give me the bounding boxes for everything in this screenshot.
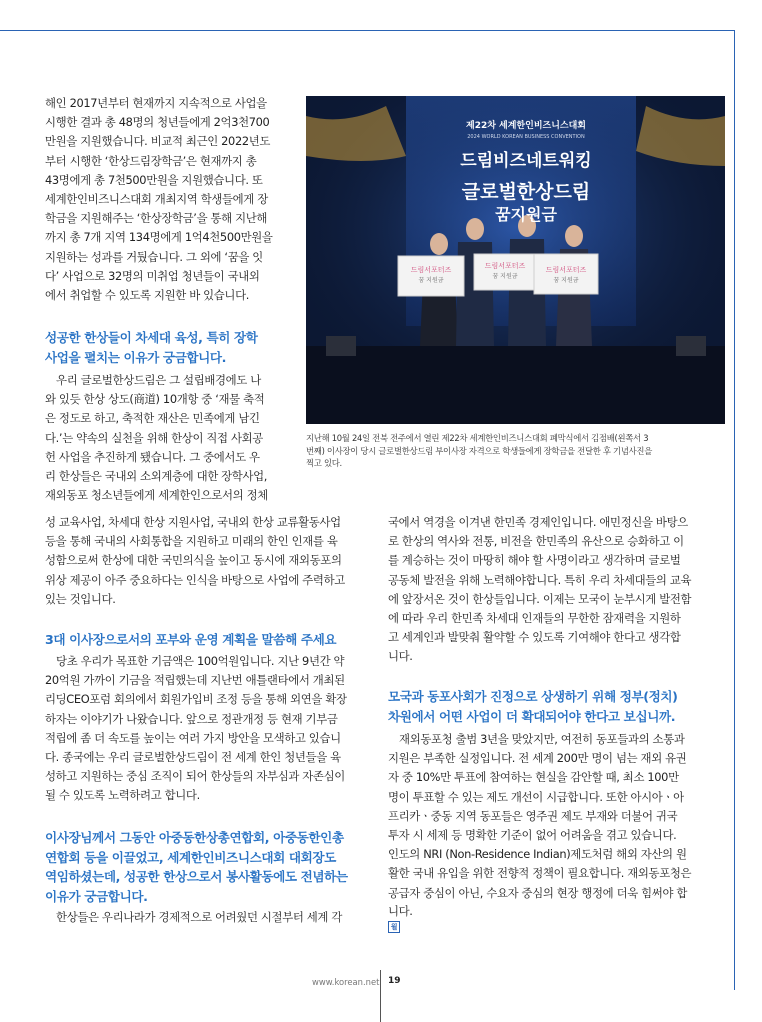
photo-caption [306,432,726,470]
text-line: 있는 것입니다. [45,591,116,606]
text-line: 국에서 역경을 이겨낸 한민족 경제인입니다. 애민정신을 바탕으 [388,515,688,529]
text-line: 재외동포청 출범 3년을 맞았지만, 여전히 동포들과의 소통과 [388,732,685,746]
text-line: 해인 2017년부터 현재까지 지속적으로 사업을 [45,96,267,110]
text-line: 한상들은 우리나라가 경제적으로 어려웠던 시절부터 세계 각 [45,910,343,924]
board-sub: 꿈 지원금 [418,277,444,284]
text-line: 성 교육사업, 차세대 한상 지원사업, 국내외 한상 교류활동사업 [45,515,341,529]
banner-title-1: 드림비즈네트워킹 [460,151,592,171]
text-line: 학금을 지원해주는 ‘한상장학금’을 통해 지난해 [45,211,268,226]
text-line: 지난해 10월 24일 전북 전주에서 열린 제22차 세계한인비즈니스대회 폐막식에서 김점배(왼쪽서 3 [306,433,649,443]
text-line: 에 앞장서온 것이 한상들입니다. 이제는 모국이 눈부시게 발전함 [388,591,692,606]
text-line: 차원에서 어떤 사업이 더 확대되어야 한다고 보십니까. [388,708,676,724]
banner-title-2: 글로벌한상드림 [461,181,591,203]
text-line: 공동체 발전을 위해 노력해야합니다. 특히 우리 차세대들의 교육 [388,572,692,587]
text-line: 다’ 사업으로 32명의 미취업 청년들이 국내외 [45,268,260,283]
text-line: 성함으로써 한상에 대한 국민의식을 높이고 동시에 재외동포의 [45,553,342,568]
text-line: 명이 투표할 수 있는 제도 개선이 시급합니다. 또한 아시아ㆍ아 [388,789,684,804]
text-line: 공급자 중심이 아닌, 수요자 중심의 현장 행정에 더욱 힘써야 합 [388,885,688,900]
text-line: 리 한상들은 국내외 소외계층에 대한 장학사업, [45,469,268,484]
answer-1-paragraph [45,371,277,505]
footer-divider [380,970,381,1022]
text-line: 다.’는 약속의 실천을 위해 한상이 직접 사회공 [45,430,263,445]
question-heading-1 [45,328,285,367]
text-line: 에서 취업할 수 있도록 지원한 바 있습니다. [45,288,250,303]
text-line: 이사장님께서 그동안 아중동한상총연합회, 아중동한인총 [45,830,344,845]
text-line: 적립에 좀 더 속도를 높이는 여러 가지 방안을 모색하고 있습니 [45,730,341,745]
event-photo [306,96,725,424]
answer-3-paragraph-continued [388,513,704,667]
text-line: 로 한상의 역사와 전통, 비전을 한민족의 유산으로 승화하고 이 [388,534,684,549]
text-line: 재외동포 청소년들에게 세계한인으로서의 정체 [45,488,268,503]
footer-url: www.korean.net [312,977,380,987]
text-line: 연합회 등을 이끌었고, 세계한인비즈니스대회 대회장도 [45,849,336,865]
text-line: 이유가 궁금합니다. [45,888,148,904]
board-sub: 꿈 지원금 [492,273,518,280]
text-line: 당초 우리가 목표한 기금액은 100억원입니다. 지난 9년간 약 [45,654,345,668]
text-line: 3대 이사장으로서의 포부와 운영 계획을 말씀해 주세요 [45,632,337,647]
text-line: 리딩CEO포럼 회의에서 회원가입비 조정 등을 통해 외연을 확장 [45,692,347,707]
banner-subtitle: 2024 WORLD KOREAN BUSINESS CONVENTION [467,134,585,140]
answer-4-last-line [388,902,704,933]
text-line: 투자 시 세제 등 명확한 기준이 없어 어려움을 겪고 있습니다. [388,828,677,843]
text-line: 사업을 펼치는 이유가 궁금합니다. [45,349,227,365]
text-line: 20억원 가까이 기금을 적립했는데 지난번 애틀랜타에서 개최된 [45,673,345,688]
text-line: 만원을 지원했습니다. 비교적 최근인 2022년도 [45,134,271,149]
intro-paragraph [45,94,277,305]
text-line: 를 계승하는 것이 마땅히 해야 할 사명이라고 생각하며 글로벌 [388,553,681,568]
text-line: 역임하셨는데, 성공한 한상으로서 봉사활동에도 전념하는 [45,869,348,884]
question-heading-4 [388,687,718,726]
text-line: 우리 글로벌한상드림은 그 설립배경에도 나 [45,373,261,387]
text-line: 하자는 이야기가 나왔습니다. 앞으로 정관개정 등 현재 기부금 [45,711,338,726]
board-sub: 꿈 지원금 [553,277,579,284]
text-line: 자 중 10%만 투표에 참여하는 현실을 감안할 때, 최소 100만 [388,770,679,785]
text-line: 인도의 NRI (Non-Residence Indian)제도처럼 해외 자산의 원 [388,847,687,862]
text-line: 에 따라 우리 한민족 차세대 인재들의 무한한 잠재력을 지원하 [388,611,681,626]
last-line-text: 니다. [388,904,413,918]
banner-title-3: 꿈지원금 [495,205,557,224]
text-line: 다. 종국에는 우리 글로벌한상드림이 전 세계 한인 청년들을 육 [45,750,341,765]
text-line: 찍고 있다. [306,458,342,469]
question-heading-3 [45,828,365,906]
text-line: 까지 총 7개 지역 134명에게 1억4천500만원을 [45,230,273,245]
answer-4-paragraph [388,730,704,903]
text-line: 지원은 부족한 실정입니다. 전 세계 200만 명이 넘는 재외 유권 [388,751,687,766]
text-line: 성하고 지원하는 중심 조직이 되어 한상들의 자부심과 자존심이 [45,769,345,784]
text-line: 니다. [388,649,413,664]
text-line: 부터 시행한 ‘한상드림장학금’은 현재까지 총 [45,153,257,168]
text-line: 활한 국내 유입을 위한 전향적 정책이 필요합니다. 재외동포청은 [388,866,692,881]
text-line: 등을 통해 국내의 사회통합을 지원하고 미래의 한인 인재를 육 [45,534,338,549]
text-line: 고 세계인과 발맞춰 활약할 수 있도록 기여해야 한다고 생각합 [388,630,681,645]
question-heading-2 [45,630,365,650]
text-line: 지원하는 성과를 거뒀습니다. 그 외에 ‘꿈을 잇 [45,249,263,264]
answer-3-paragraph [45,908,358,927]
answer-1-paragraph-continued [45,513,358,609]
text-line: 헌 사업을 추진하게 됐습니다. 그 중에서도 우 [45,449,260,464]
board-label: 드림서포터즈 [545,266,587,274]
board-label: 드림서포터즈 [484,262,526,270]
page-number: 19 [388,976,401,986]
text-line: 세계한인비즈니스대회 개최지역 학생들에게 장 [45,192,268,207]
board-label: 드림서포터즈 [410,266,452,274]
text-line: 프리카ㆍ중동 지역 동포들은 영주권 제도 부재와 더불어 귀국 [388,808,678,823]
end-mark-icon: 월 [388,921,400,933]
text-line: 와 있듯 한상 상도(商道) 10개항 중 ‘재물 축적 [45,392,265,407]
text-line: 위상 제공이 아주 중요하다는 인식을 바탕으로 사업에 주력하고 [45,572,345,587]
text-line: 번째) 이사장이 당시 글로벌한상드림 부이사장 자격으로 학생들에게 장학금을 전달한 후 기념사진을 [306,445,652,456]
text-line: 43명에게 총 7천500만원을 지원했습니다. 또 [45,172,263,187]
text-line: 시행한 결과 총 48명의 청년들에게 2억3천700 [45,115,270,130]
text-line: 모국과 동포사회가 진정으로 상생하기 위해 정부(정치) [388,689,678,704]
text-line: 될 수 있도록 노력하려고 합니다. [45,788,200,803]
ceremony-illustration [306,96,725,424]
answer-2-paragraph [45,652,358,806]
text-line: 성공한 한상들이 차세대 육성, 특히 장학 [45,330,258,345]
text-line: 은 정도로 하고, 축적한 재산은 민족에게 남긴 [45,411,260,426]
banner-title-small: 제22차 세계한인비즈니스대회 [466,121,586,131]
